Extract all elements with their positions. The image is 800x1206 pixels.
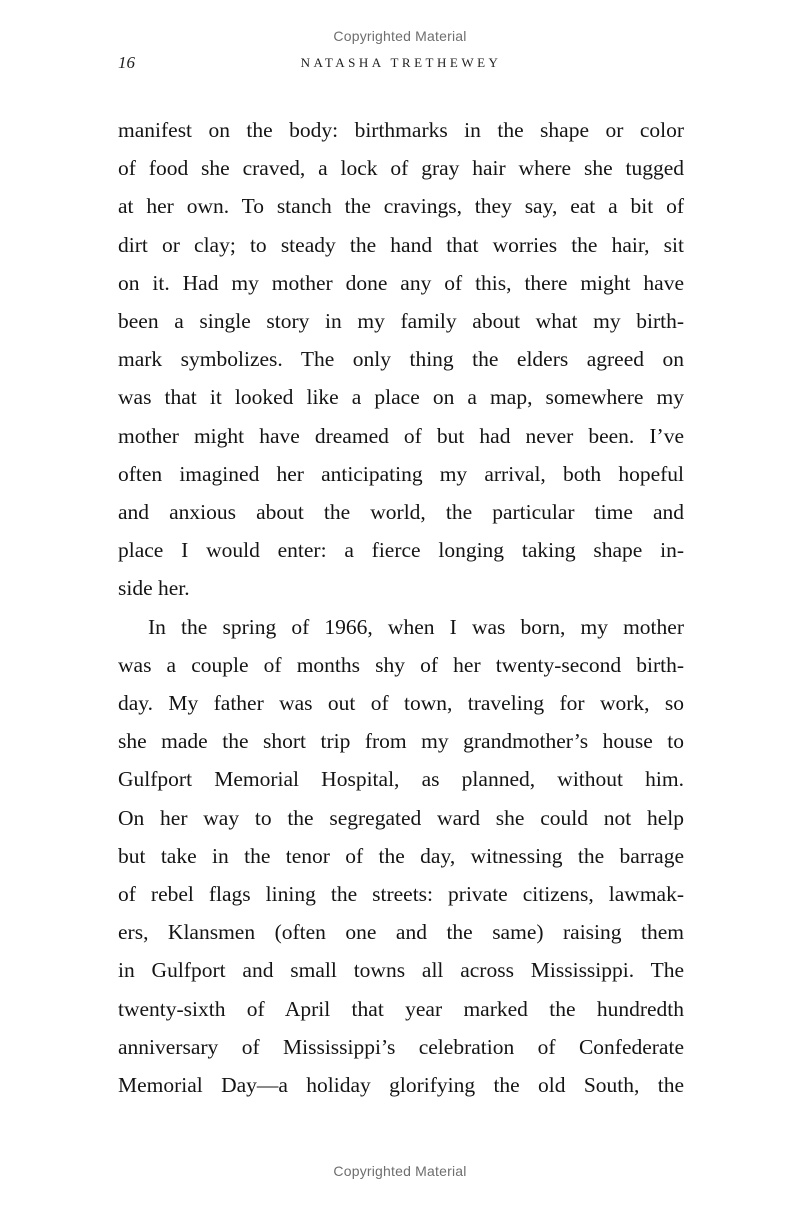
page-number: 16 <box>118 53 135 72</box>
top-watermark: Copyrighted Material <box>333 28 467 44</box>
text-line: On her way to the segregated ward she could not help <box>118 805 684 830</box>
text-line: Memorial Day—a holiday glorifying the old South, the <box>118 1073 684 1098</box>
text-line: often imagined her anticipating my arrival, both hopeful <box>118 461 684 486</box>
text-line: Gulfport Memorial Hospital, as planned, without him. <box>118 767 684 792</box>
text-line: In the spring of 1966, when I was born, my mother <box>148 614 684 639</box>
text-line: on it. Had my mother done any of this, there might have <box>118 270 684 295</box>
text-line: day. My father was out of town, traveling for work, so <box>118 691 684 716</box>
text-line: but take in the tenor of the day, witnessing the barrage <box>118 843 684 868</box>
paragraph <box>118 111 684 608</box>
text-line: was a couple of months shy of her twenty-second birth- <box>118 652 684 677</box>
text-line: side her. <box>118 576 190 601</box>
page-header <box>118 52 684 74</box>
text-line: ers, Klansmen (often one and the same) raising them <box>118 920 684 945</box>
text-line: of rebel flags lining the streets: private citizens, lawmak- <box>118 882 684 907</box>
bottom-watermark: Copyrighted Material <box>333 1163 467 1179</box>
text-line: dirt or clay; to steady the hand that worries the hair, sit <box>118 232 684 257</box>
text-line: was that it looked like a place on a map, somewhere my <box>118 385 684 410</box>
body-text <box>118 111 684 1104</box>
text-line: anniversary of Mississippi’s celebration of Confederate <box>118 1034 684 1059</box>
text-line: mother might have dreamed of but had never been. I’ve <box>118 423 684 448</box>
text-line: been a single story in my family about what my birth- <box>118 309 684 334</box>
text-line: place I would enter: a fierce longing taking shape in- <box>118 538 684 563</box>
text-line: and anxious about the world, the particular time and <box>118 500 684 525</box>
running-head: NATASHA TRETHEWEY <box>300 55 502 70</box>
text-line: manifest on the body: birthmarks in the shape or color <box>118 118 684 142</box>
paragraph <box>118 608 684 1105</box>
text-line: twenty-sixth of April that year marked the hundredth <box>118 996 684 1021</box>
text-line: mark symbolizes. The only thing the elders agreed on <box>118 347 684 372</box>
text-line: she made the short trip from my grandmother’s house to <box>118 729 684 754</box>
text-line: at her own. To stanch the cravings, they say, eat a bit of <box>118 194 684 219</box>
text-line: of food she craved, a lock of gray hair where she tugged <box>118 156 684 181</box>
text-line: in Gulfport and small towns all across Mississippi. The <box>118 958 684 983</box>
